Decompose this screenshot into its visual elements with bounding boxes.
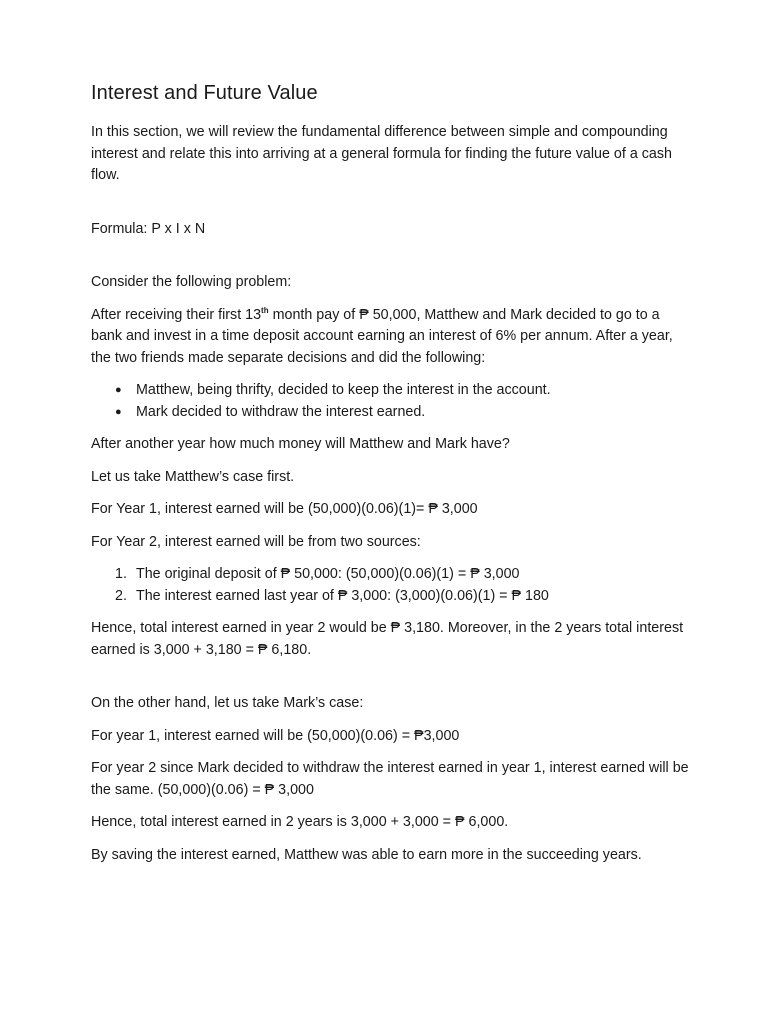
mark-year1: For year 1, interest earned will be (50,000)(0.06) = ₱3,000 [91,727,460,744]
intro-paragraph: In this section, we will review the fundamental difference between simple and compounding interest and relate this into arriving at a general formula for finding the future value of a cash flow. [91,124,672,183]
list-item-text: Matthew, being thrifty, decided to keep the interest in the account. [136,382,551,398]
problem-text-rest: month pay of ₱ 50,000, Matthew and Mark decided to go to a bank and invest in a time deposit account earning an interest of 6% per annum. After a year, the two friends made separate decisions and did the following: [91,306,673,366]
bullet-icon: ● [115,405,122,418]
list-number: 2. [115,587,127,604]
page-title: Interest and Future Value [91,82,318,104]
matthew-year2: For Year 2, interest earned will be from two sources: [91,533,421,550]
formula-line: Formula: P x I x N [91,220,206,237]
decision-list [91,380,691,423]
list-item-text: The original deposit of ₱ 50,000: (50,000)(0.06)(1) = ₱ 3,000 [136,566,520,582]
mark-intro: On the other hand, let us take Mark’s case: [91,695,364,711]
problem-paragraph [91,305,691,370]
mark-year2: For year 2 since Mark decided to withdraw the interest earned in year 1, interest earned will be the same. (50,000)(0.06) = ₱ 3,000 [91,760,689,798]
consider-line: Consider the following problem: [91,274,292,290]
matthew-year1: For Year 1, interest earned will be (50,000)(0.06)(1)= ₱ 3,000 [91,501,478,517]
list-item [91,402,691,424]
sources-list [91,564,691,607]
ordinal-superscript: th [261,305,269,315]
bullet-icon: ● [115,384,122,396]
list-item [91,586,691,608]
list-item [91,380,691,402]
list-item-text: The interest earned last year of ₱ 3,000: (3,000)(0.06)(1) = ₱ 180 [136,587,549,604]
list-item [91,564,691,586]
list-number: 1. [115,566,127,582]
question-line: After another year how much money will Matthew and Mark have? [91,436,510,452]
matthew-intro: Let us take Matthew’s case first. [91,468,295,485]
mark-total: Hence, total interest earned in 2 years is 3,000 + 3,000 = ₱ 6,000. [91,814,509,830]
list-item-text: Mark decided to withdraw the interest earned. [136,403,426,420]
problem-text-start: After receiving their first 13 [91,306,262,323]
conclusion-paragraph: By saving the interest earned, Matthew was able to earn more in the succeeding years. [91,846,642,863]
matthew-total: Hence, total interest earned in year 2 would be ₱ 3,180. Moreover, in the 2 years total interest earned is 3,000 + 3,180 = ₱ 6,180. [91,620,684,658]
document-page [91,80,691,866]
